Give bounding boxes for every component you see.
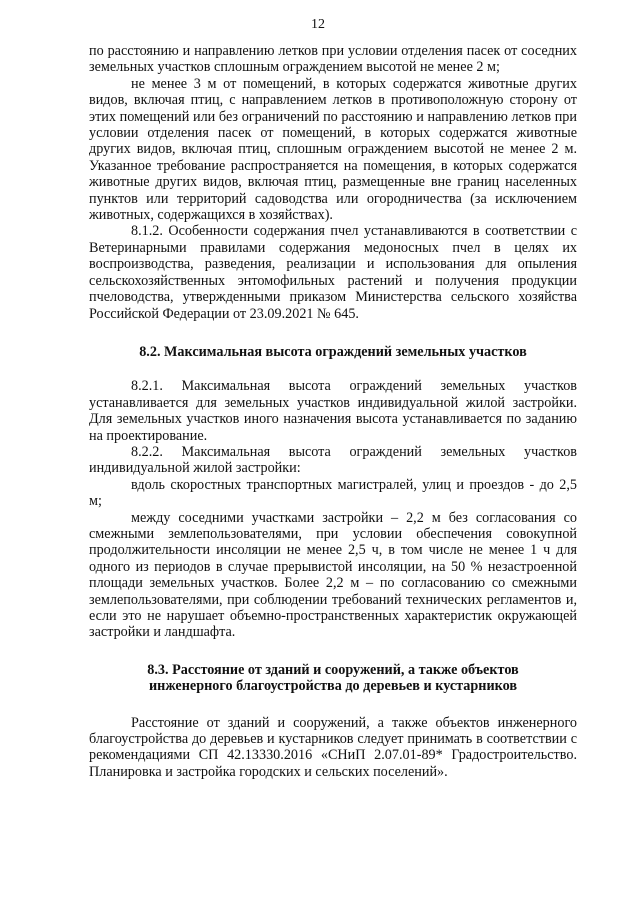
heading-line: инженерного благоустройства до деревьев и кустарников bbox=[148, 678, 518, 695]
paragraph: 8.2.1. Максимальная высота ограждений земельных участков устанавливается для земельных участков индивидуальной жилой застройки. Для земельных участков иного назначения высота устанавливается по заданию на проектирование. bbox=[89, 378, 577, 444]
page-number: 12 bbox=[311, 17, 325, 32]
paragraph: Расстояние от зданий и сооружений, а также объектов инженерного благоустройства до деревьев и кустарников следует принимать в соответствии с рекомендациями СП 42.13330.2016 «СНиП 2.07.01-89* Градостроительство. Планировка и застройка городских и сельских поселений». bbox=[89, 714, 577, 780]
paragraph: 8.1.2. Особенности содержания пчел устанавливаются в соответствии с Ветеринарными правилами содержания медоносных пчел в целях их воспроизводства, разведения, реализации и использования для опыления сельскохозяйственных энтомофильных растений и получения продукции пчеловодства, утвержденными приказом Министерства сельского хозяйства Российской Федерации от 23.09.2021 № 645. bbox=[89, 223, 577, 322]
document-body bbox=[89, 43, 577, 780]
paragraph: не менее 3 м от помещений, в которых содержатся животные других видов, включая птиц, с направлением летков в противоположную сторону от этих помещений или без ограничений по расстоянию и направлению летков при условии отделения пасек от помещений, в которых содержатся животные других видов, включая птиц, сплошным ограждением высотой не менее 2 м. Указанное требование распространяется на помещения, в которых содержатся животные других видов, включая птиц, размещенные вне границ населенных пунктов или территорий садоводства или огородничества (за исключением животных, содержащихся в хозяйствах). bbox=[89, 75, 577, 224]
section-heading-8-3 bbox=[89, 662, 577, 695]
paragraph: вдоль скоростных транспортных магистралей, улиц и проездов - до 2,5 м; bbox=[89, 476, 577, 510]
paragraph: 8.2.2. Максимальная высота ограждений земельных участков индивидуальной жилой застройки: bbox=[89, 443, 577, 477]
paragraph: по расстоянию и направлению летков при условии отделения пасек от соседних земельных участков сплошным ограждением высотой не менее 2 м; bbox=[89, 43, 577, 76]
section-heading-8-2: 8.2. Максимальная высота ограждений земельных участков bbox=[139, 343, 527, 360]
heading-line: 8.3. Расстояние от зданий и сооружений, а также объектов bbox=[147, 661, 519, 678]
paragraph: между соседними участками застройки – 2,2 м без согласования со смежными землепользователями, при условии обеспечения совокупной продолжительности инсоляции не менее 2,5 ч, в том числе не менее 1 ч для одного из периодов в случае прерывистой инсоляции, на 50 % незастроенной площади земельных участков. Более 2,2 м – по согласованию со смежными землепользователями, при соблюдении требований технических регламентов и, если это не нарушает объемно-пространственных характеристик окружающей застройки и ландшафта. bbox=[89, 509, 577, 641]
